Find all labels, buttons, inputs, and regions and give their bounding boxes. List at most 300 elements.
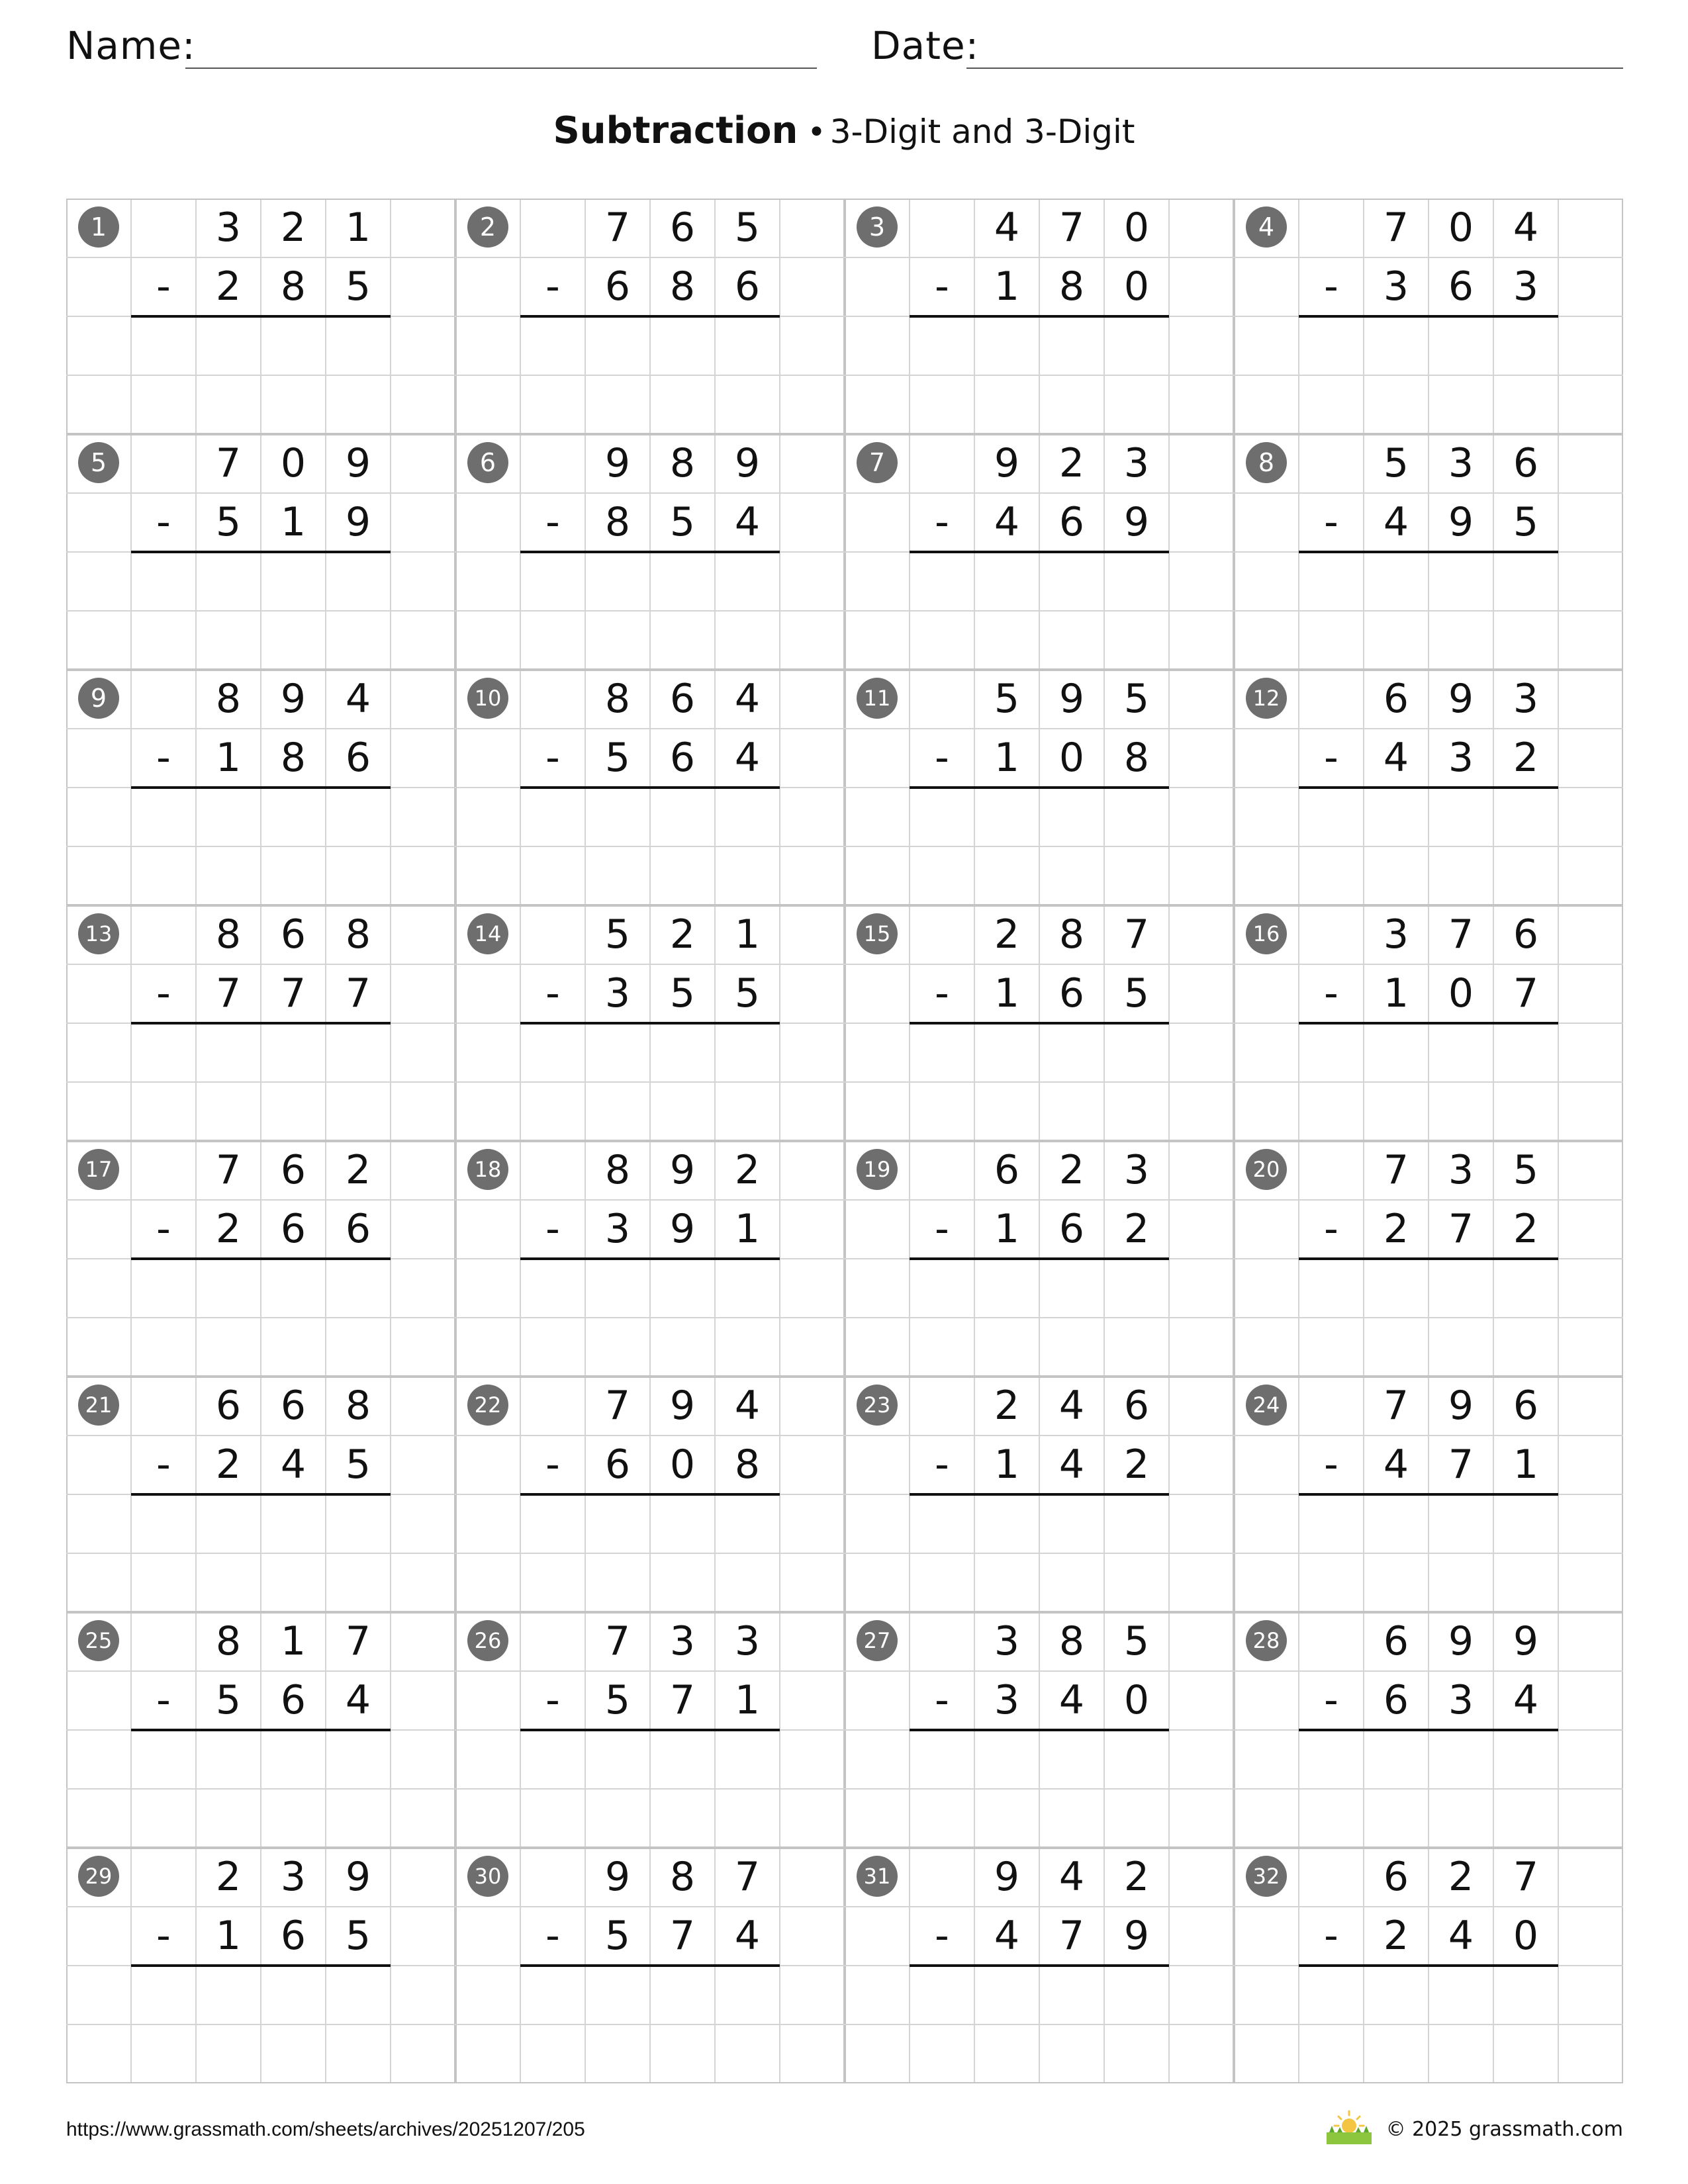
problem-grid bbox=[66, 199, 1623, 2083]
subtrahend-digit: 3 bbox=[994, 1677, 1020, 1723]
minus-sign: - bbox=[156, 263, 171, 310]
minuend-digit: 4 bbox=[1058, 1383, 1085, 1429]
problem-3 bbox=[845, 199, 1234, 434]
minuend-digit: 3 bbox=[669, 1618, 696, 1664]
minuend-digit: 8 bbox=[215, 1618, 242, 1664]
problem-number-badge: 12 bbox=[1246, 678, 1287, 719]
problem-19 bbox=[845, 1141, 1234, 1377]
subtrahend-digit: 5 bbox=[345, 1913, 371, 1959]
answer-line bbox=[520, 315, 780, 318]
problem-15 bbox=[845, 905, 1234, 1141]
problem-28 bbox=[1234, 1612, 1623, 1848]
minuend-digit: 7 bbox=[1448, 911, 1474, 958]
minuend-digit: 7 bbox=[215, 440, 242, 486]
minus-sign: - bbox=[935, 735, 949, 781]
date-field-line[interactable] bbox=[966, 68, 1623, 69]
subtrahend-digit: 7 bbox=[1058, 1913, 1085, 1959]
subtrahend-digit: 9 bbox=[1123, 1913, 1150, 1959]
minuend-digit: 8 bbox=[215, 676, 242, 722]
answer-line bbox=[910, 551, 1169, 553]
minuend-digit: 0 bbox=[1123, 205, 1150, 251]
date-label: Date: bbox=[871, 23, 980, 68]
minus-sign: - bbox=[545, 1441, 560, 1488]
subtrahend-digit: 6 bbox=[669, 735, 696, 781]
problem-number-badge: 24 bbox=[1246, 1385, 1287, 1426]
minuend-digit: 6 bbox=[1513, 911, 1539, 958]
problem-number-badge: 26 bbox=[467, 1620, 508, 1661]
subtrahend-digit: 2 bbox=[1123, 1206, 1150, 1252]
problem-number-badge: 9 bbox=[78, 678, 119, 719]
subtrahend-digit: 5 bbox=[669, 499, 696, 545]
minuend-digit: 6 bbox=[669, 205, 696, 251]
minuend-digit: 5 bbox=[1123, 676, 1150, 722]
problem-30 bbox=[455, 1848, 845, 2083]
subtrahend-digit: 6 bbox=[345, 735, 371, 781]
problem-number-badge: 17 bbox=[78, 1149, 119, 1190]
problem-number-badge: 31 bbox=[857, 1856, 898, 1897]
minuend-digit: 9 bbox=[734, 440, 761, 486]
subtrahend-digit: 1 bbox=[734, 1206, 761, 1252]
answer-line bbox=[910, 315, 1169, 318]
problem-number-badge: 23 bbox=[857, 1385, 898, 1426]
problem-number-badge: 2 bbox=[467, 206, 508, 248]
minus-sign: - bbox=[1324, 1913, 1338, 1959]
answer-line bbox=[910, 1022, 1169, 1024]
problem-2 bbox=[455, 199, 845, 434]
minuend-digit: 6 bbox=[669, 676, 696, 722]
subtrahend-digit: 5 bbox=[1513, 499, 1539, 545]
minuend-digit: 3 bbox=[1448, 440, 1474, 486]
problem-number-badge: 30 bbox=[467, 1856, 508, 1897]
minus-sign: - bbox=[545, 263, 560, 310]
subtrahend-digit: 1 bbox=[280, 499, 306, 545]
minuend-digit: 3 bbox=[1123, 440, 1150, 486]
subtrahend-digit: 6 bbox=[280, 1206, 306, 1252]
subtrahend-digit: 2 bbox=[1123, 1441, 1150, 1488]
subtrahend-digit: 2 bbox=[215, 263, 242, 310]
problem-number-badge: 10 bbox=[467, 678, 508, 719]
problem-number-badge: 25 bbox=[78, 1620, 119, 1661]
minuend-digit: 4 bbox=[734, 676, 761, 722]
minus-sign: - bbox=[156, 1441, 171, 1488]
minuend-digit: 2 bbox=[1058, 440, 1085, 486]
answer-line bbox=[520, 786, 780, 789]
minuend-digit: 9 bbox=[1448, 676, 1474, 722]
minuend-digit: 8 bbox=[1058, 911, 1085, 958]
minuend-digit: 2 bbox=[669, 911, 696, 958]
minuend-digit: 8 bbox=[604, 676, 631, 722]
problem-20 bbox=[1234, 1141, 1623, 1377]
subtrahend-digit: 4 bbox=[1058, 1441, 1085, 1488]
minuend-digit: 7 bbox=[1383, 1383, 1409, 1429]
problem-number-badge: 15 bbox=[857, 913, 898, 954]
minus-sign: - bbox=[935, 1441, 949, 1488]
subtrahend-digit: 3 bbox=[604, 1206, 631, 1252]
minuend-digit: 7 bbox=[1383, 205, 1409, 251]
title-subtitle: 3-Digit and 3-Digit bbox=[829, 113, 1135, 151]
answer-line bbox=[1299, 1493, 1558, 1496]
problem-24 bbox=[1234, 1377, 1623, 1612]
minus-sign: - bbox=[1324, 1441, 1338, 1488]
minuend-digit: 6 bbox=[1383, 1618, 1409, 1664]
minuend-digit: 5 bbox=[1513, 1147, 1539, 1193]
title-separator: • bbox=[807, 114, 826, 151]
problem-8 bbox=[1234, 434, 1623, 670]
problem-22 bbox=[455, 1377, 845, 1612]
minuend-digit: 7 bbox=[604, 1383, 631, 1429]
minuend-digit: 9 bbox=[280, 676, 306, 722]
problem-number-badge: 13 bbox=[78, 913, 119, 954]
minuend-digit: 6 bbox=[215, 1383, 242, 1429]
minuend-digit: 2 bbox=[345, 1147, 371, 1193]
answer-line bbox=[910, 1493, 1169, 1496]
minuend-digit: 3 bbox=[1448, 1147, 1474, 1193]
problem-29 bbox=[66, 1848, 455, 2083]
subtrahend-digit: 5 bbox=[604, 1913, 631, 1959]
subtrahend-digit: 1 bbox=[994, 735, 1020, 781]
answer-line bbox=[520, 1022, 780, 1024]
subtrahend-digit: 2 bbox=[1383, 1206, 1409, 1252]
answer-line bbox=[910, 1257, 1169, 1260]
minuend-digit: 6 bbox=[280, 911, 306, 958]
subtrahend-digit: 1 bbox=[215, 1913, 242, 1959]
minus-sign: - bbox=[156, 499, 171, 545]
problem-number-badge: 8 bbox=[1246, 442, 1287, 483]
subtrahend-digit: 2 bbox=[1513, 735, 1539, 781]
minus-sign: - bbox=[545, 735, 560, 781]
minuend-digit: 6 bbox=[1383, 676, 1409, 722]
minuend-digit: 4 bbox=[1513, 205, 1539, 251]
minuend-digit: 3 bbox=[280, 1854, 306, 1900]
minus-sign: - bbox=[156, 970, 171, 1017]
subtrahend-digit: 3 bbox=[1448, 735, 1474, 781]
answer-line bbox=[131, 1493, 391, 1496]
problem-7 bbox=[845, 434, 1234, 670]
answer-line bbox=[520, 1493, 780, 1496]
minus-sign: - bbox=[545, 1206, 560, 1252]
subtrahend-digit: 6 bbox=[1448, 263, 1474, 310]
minuend-digit: 7 bbox=[1123, 911, 1150, 958]
minuend-digit: 9 bbox=[1058, 676, 1085, 722]
subtrahend-digit: 0 bbox=[1448, 970, 1474, 1017]
title-main: Subtraction bbox=[553, 109, 798, 152]
problem-number-badge: 20 bbox=[1246, 1149, 1287, 1190]
problem-31 bbox=[845, 1848, 1234, 2083]
minuend-digit: 7 bbox=[1058, 205, 1085, 251]
minuend-digit: 3 bbox=[734, 1618, 761, 1664]
minuend-digit: 7 bbox=[1383, 1147, 1409, 1193]
minus-sign: - bbox=[545, 970, 560, 1017]
name-label: Name: bbox=[66, 23, 196, 68]
answer-line bbox=[131, 551, 391, 553]
minuend-digit: 9 bbox=[604, 1854, 631, 1900]
subtrahend-digit: 8 bbox=[1058, 263, 1085, 310]
subtrahend-digit: 6 bbox=[280, 1913, 306, 1959]
subtrahend-digit: 4 bbox=[1058, 1677, 1085, 1723]
minuend-digit: 7 bbox=[734, 1854, 761, 1900]
problem-1 bbox=[66, 199, 455, 434]
minuend-digit: 0 bbox=[280, 440, 306, 486]
minus-sign: - bbox=[1324, 735, 1338, 781]
minuend-digit: 2 bbox=[1058, 1147, 1085, 1193]
minuend-digit: 5 bbox=[994, 676, 1020, 722]
minuend-digit: 9 bbox=[669, 1147, 696, 1193]
minuend-digit: 9 bbox=[1448, 1618, 1474, 1664]
subtrahend-digit: 4 bbox=[1383, 1441, 1409, 1488]
minuend-digit: 4 bbox=[345, 676, 371, 722]
minus-sign: - bbox=[156, 1677, 171, 1723]
worksheet-title bbox=[0, 105, 1688, 159]
answer-line bbox=[910, 786, 1169, 789]
subtrahend-digit: 5 bbox=[734, 970, 761, 1017]
minuend-digit: 7 bbox=[345, 1618, 371, 1664]
subtrahend-digit: 5 bbox=[215, 499, 242, 545]
subtrahend-digit: 3 bbox=[604, 970, 631, 1017]
minuend-digit: 5 bbox=[1123, 1618, 1150, 1664]
footer-copyright: © 2025 grassmath.com bbox=[1385, 2118, 1623, 2141]
problem-14 bbox=[455, 905, 845, 1141]
subtrahend-digit: 1 bbox=[994, 1441, 1020, 1488]
problem-26 bbox=[455, 1612, 845, 1848]
minuend-digit: 7 bbox=[1513, 1854, 1539, 1900]
subtrahend-digit: 0 bbox=[669, 1441, 696, 1488]
problem-number-badge: 19 bbox=[857, 1149, 898, 1190]
subtrahend-digit: 3 bbox=[1448, 1677, 1474, 1723]
subtrahend-digit: 7 bbox=[280, 970, 306, 1017]
minus-sign: - bbox=[156, 1913, 171, 1959]
minuend-digit: 8 bbox=[669, 1854, 696, 1900]
minuend-digit: 2 bbox=[1123, 1854, 1150, 1900]
minuend-digit: 6 bbox=[1383, 1854, 1409, 1900]
subtrahend-digit: 7 bbox=[1448, 1206, 1474, 1252]
minuend-digit: 5 bbox=[1383, 440, 1409, 486]
subtrahend-digit: 0 bbox=[1123, 263, 1150, 310]
minus-sign: - bbox=[935, 970, 949, 1017]
problem-number-badge: 28 bbox=[1246, 1620, 1287, 1661]
answer-line bbox=[131, 315, 391, 318]
minuend-digit: 7 bbox=[604, 1618, 631, 1664]
answer-line bbox=[131, 1257, 391, 1260]
subtrahend-digit: 4 bbox=[280, 1441, 306, 1488]
subtrahend-digit: 6 bbox=[280, 1677, 306, 1723]
subtrahend-digit: 5 bbox=[1123, 970, 1150, 1017]
minus-sign: - bbox=[935, 263, 949, 310]
minus-sign: - bbox=[156, 735, 171, 781]
subtrahend-digit: 0 bbox=[1513, 1913, 1539, 1959]
subtrahend-digit: 0 bbox=[1058, 735, 1085, 781]
subtrahend-digit: 2 bbox=[1513, 1206, 1539, 1252]
minuend-digit: 4 bbox=[734, 1383, 761, 1429]
subtrahend-digit: 1 bbox=[215, 735, 242, 781]
problem-21 bbox=[66, 1377, 455, 1612]
minus-sign: - bbox=[1324, 499, 1338, 545]
subtrahend-digit: 5 bbox=[669, 970, 696, 1017]
answer-line bbox=[910, 1729, 1169, 1731]
answer-line bbox=[520, 551, 780, 553]
problem-13 bbox=[66, 905, 455, 1141]
answer-line bbox=[1299, 315, 1558, 318]
minuend-digit: 3 bbox=[1123, 1147, 1150, 1193]
minuend-digit: 8 bbox=[215, 911, 242, 958]
answer-line bbox=[131, 1022, 391, 1024]
subtrahend-digit: 5 bbox=[604, 735, 631, 781]
minuend-digit: 8 bbox=[1058, 1618, 1085, 1664]
subtrahend-digit: 8 bbox=[280, 735, 306, 781]
subtrahend-digit: 6 bbox=[604, 263, 631, 310]
minus-sign: - bbox=[1324, 970, 1338, 1017]
problem-25 bbox=[66, 1612, 455, 1848]
problem-32 bbox=[1234, 1848, 1623, 2083]
minuend-digit: 1 bbox=[280, 1618, 306, 1664]
answer-line bbox=[1299, 786, 1558, 789]
problem-9 bbox=[66, 670, 455, 905]
minuend-digit: 6 bbox=[280, 1383, 306, 1429]
problem-number-badge: 27 bbox=[857, 1620, 898, 1661]
subtrahend-digit: 6 bbox=[734, 263, 761, 310]
minuend-digit: 2 bbox=[215, 1854, 242, 1900]
problem-5 bbox=[66, 434, 455, 670]
subtrahend-digit: 6 bbox=[1058, 970, 1085, 1017]
minus-sign: - bbox=[935, 1206, 949, 1252]
subtrahend-digit: 9 bbox=[1123, 499, 1150, 545]
problem-23 bbox=[845, 1377, 1234, 1612]
subtrahend-digit: 2 bbox=[1383, 1913, 1409, 1959]
subtrahend-digit: 4 bbox=[345, 1677, 371, 1723]
subtrahend-digit: 6 bbox=[604, 1441, 631, 1488]
subtrahend-digit: 6 bbox=[1058, 1206, 1085, 1252]
minuend-digit: 2 bbox=[994, 911, 1020, 958]
minuend-digit: 6 bbox=[1513, 1383, 1539, 1429]
answer-line bbox=[1299, 1022, 1558, 1024]
subtrahend-digit: 4 bbox=[1448, 1913, 1474, 1959]
problem-16 bbox=[1234, 905, 1623, 1141]
minuend-digit: 3 bbox=[994, 1618, 1020, 1664]
minuend-digit: 8 bbox=[345, 1383, 371, 1429]
problem-number-badge: 3 bbox=[857, 206, 898, 248]
subtrahend-digit: 4 bbox=[734, 499, 761, 545]
minuend-digit: 7 bbox=[604, 205, 631, 251]
minus-sign: - bbox=[1324, 1206, 1338, 1252]
subtrahend-digit: 3 bbox=[1383, 263, 1409, 310]
subtrahend-digit: 7 bbox=[1513, 970, 1539, 1017]
minuend-digit: 2 bbox=[994, 1383, 1020, 1429]
minuend-digit: 7 bbox=[215, 1147, 242, 1193]
problem-number-badge: 22 bbox=[467, 1385, 508, 1426]
subtrahend-digit: 5 bbox=[215, 1677, 242, 1723]
subtrahend-digit: 1 bbox=[994, 1206, 1020, 1252]
subtrahend-digit: 6 bbox=[1383, 1677, 1409, 1723]
subtrahend-digit: 8 bbox=[669, 263, 696, 310]
subtrahend-digit: 5 bbox=[345, 263, 371, 310]
minuend-digit: 4 bbox=[994, 205, 1020, 251]
minuend-digit: 9 bbox=[1448, 1383, 1474, 1429]
problem-10 bbox=[455, 670, 845, 905]
problem-number-badge: 16 bbox=[1246, 913, 1287, 954]
minus-sign: - bbox=[1324, 263, 1338, 310]
minus-sign: - bbox=[935, 1913, 949, 1959]
subtrahend-digit: 4 bbox=[734, 735, 761, 781]
footer-url: https://www.grassmath.com/sheets/archives/20251207/205 bbox=[66, 2118, 585, 2140]
subtrahend-digit: 0 bbox=[1123, 1677, 1150, 1723]
problem-12 bbox=[1234, 670, 1623, 905]
subtrahend-digit: 8 bbox=[1123, 735, 1150, 781]
minuend-digit: 5 bbox=[734, 205, 761, 251]
minuend-digit: 6 bbox=[1123, 1383, 1150, 1429]
answer-line bbox=[131, 786, 391, 789]
subtrahend-digit: 1 bbox=[994, 263, 1020, 310]
minuend-digit: 2 bbox=[1448, 1854, 1474, 1900]
subtrahend-digit: 8 bbox=[604, 499, 631, 545]
subtrahend-digit: 4 bbox=[1383, 499, 1409, 545]
subtrahend-digit: 8 bbox=[280, 263, 306, 310]
answer-line bbox=[520, 1257, 780, 1260]
problem-27 bbox=[845, 1612, 1234, 1848]
answer-line bbox=[1299, 1257, 1558, 1260]
subtrahend-digit: 4 bbox=[734, 1913, 761, 1959]
subtrahend-digit: 4 bbox=[994, 499, 1020, 545]
minuend-digit: 1 bbox=[345, 205, 371, 251]
subtrahend-digit: 5 bbox=[345, 1441, 371, 1488]
subtrahend-digit: 1 bbox=[1513, 1441, 1539, 1488]
name-field-line[interactable] bbox=[185, 68, 817, 69]
subtrahend-digit: 7 bbox=[1448, 1441, 1474, 1488]
problem-11 bbox=[845, 670, 1234, 905]
answer-line bbox=[520, 1729, 780, 1731]
minus-sign: - bbox=[545, 1913, 560, 1959]
problem-number-badge: 6 bbox=[467, 442, 508, 483]
problem-number-badge: 4 bbox=[1246, 206, 1287, 248]
problem-number-badge: 7 bbox=[857, 442, 898, 483]
problem-4 bbox=[1234, 199, 1623, 434]
problem-number-badge: 21 bbox=[78, 1385, 119, 1426]
problem-number-badge: 11 bbox=[857, 678, 898, 719]
minuend-digit: 9 bbox=[994, 1854, 1020, 1900]
minuend-digit: 8 bbox=[345, 911, 371, 958]
minuend-digit: 5 bbox=[604, 911, 631, 958]
problem-number-badge: 18 bbox=[467, 1149, 508, 1190]
subtrahend-digit: 1 bbox=[734, 1677, 761, 1723]
minuend-digit: 3 bbox=[1513, 676, 1539, 722]
minuend-digit: 3 bbox=[215, 205, 242, 251]
subtrahend-digit: 3 bbox=[1513, 263, 1539, 310]
subtrahend-digit: 2 bbox=[215, 1206, 242, 1252]
minuend-digit: 3 bbox=[1383, 911, 1409, 958]
subtrahend-digit: 7 bbox=[345, 970, 371, 1017]
problem-18 bbox=[455, 1141, 845, 1377]
subtrahend-digit: 1 bbox=[994, 970, 1020, 1017]
minuend-digit: 9 bbox=[669, 1383, 696, 1429]
minus-sign: - bbox=[545, 1677, 560, 1723]
minuend-digit: 9 bbox=[1513, 1618, 1539, 1664]
minuend-digit: 4 bbox=[1058, 1854, 1085, 1900]
subtrahend-digit: 7 bbox=[669, 1913, 696, 1959]
problem-number-badge: 29 bbox=[78, 1856, 119, 1897]
subtrahend-digit: 6 bbox=[345, 1206, 371, 1252]
minuend-digit: 2 bbox=[280, 205, 306, 251]
subtrahend-digit: 8 bbox=[734, 1441, 761, 1488]
subtrahend-digit: 2 bbox=[215, 1441, 242, 1488]
minus-sign: - bbox=[1324, 1677, 1338, 1723]
minuend-digit: 6 bbox=[994, 1147, 1020, 1193]
answer-line bbox=[910, 1964, 1169, 1967]
minuend-digit: 6 bbox=[280, 1147, 306, 1193]
subtrahend-digit: 9 bbox=[669, 1206, 696, 1252]
minuend-digit: 1 bbox=[734, 911, 761, 958]
subtrahend-digit: 9 bbox=[345, 499, 371, 545]
answer-line bbox=[1299, 1729, 1558, 1731]
answer-line bbox=[1299, 551, 1558, 553]
subtrahend-digit: 1 bbox=[1383, 970, 1409, 1017]
